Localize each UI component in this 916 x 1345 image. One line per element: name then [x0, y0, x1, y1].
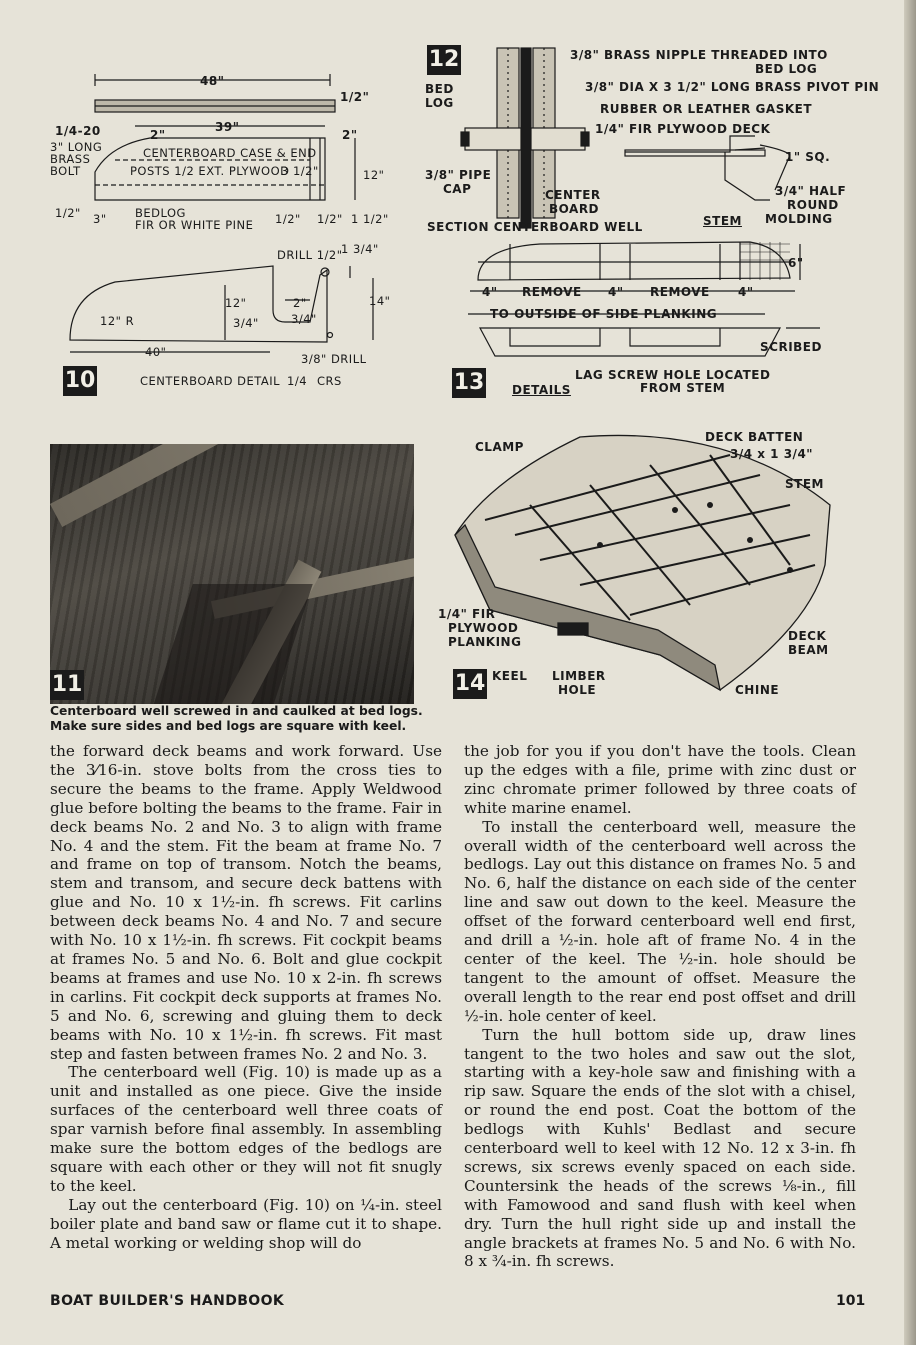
figure-11-number: 11: [50, 670, 84, 700]
fig14-label: BEAM: [788, 643, 829, 657]
fig10-label: 3" LONG: [50, 140, 103, 154]
fig10-label: 14": [369, 294, 391, 308]
fig12-label: 1" SQ.: [785, 150, 831, 164]
fig12-label: 3/8" BRASS NIPPLE THREADED INTO: [570, 48, 828, 62]
fig13-label: TO OUTSIDE OF SIDE PLANKING: [490, 307, 718, 321]
fig13-label: 6": [788, 256, 804, 270]
figure-14-number: 14: [453, 669, 487, 699]
fig14-label: CHINE: [735, 683, 780, 697]
body-right-column: [464, 742, 856, 1271]
fig14-label: 1/4" FIR: [438, 607, 496, 621]
fig10-label: 1 1/2": [351, 212, 389, 226]
fig12-label: LOG: [425, 96, 454, 110]
figure-13-details: [450, 238, 830, 398]
fig14-label: CLAMP: [475, 440, 524, 454]
fig10-title-fraction: 1/4: [287, 374, 308, 388]
fig14-label: HOLE: [558, 683, 597, 697]
fig10-label: 39": [215, 120, 240, 134]
fig13-label: REMOVE: [522, 285, 582, 299]
fig13-label: SCRIBED: [760, 340, 822, 354]
fig13-label: REMOVE: [650, 285, 710, 299]
figure-14-deck-framing: [430, 425, 840, 705]
figure-10-number: 10: [63, 366, 97, 396]
fig10-label: 1/2": [55, 206, 81, 220]
fig12-label: 3/4" HALF: [775, 184, 847, 198]
fig10-label: 3/8" DRILL: [301, 352, 367, 366]
fig12-label: ROUND: [787, 198, 839, 212]
fig13-label: LAG SCREW HOLE LOCATED: [575, 368, 771, 382]
fig14-label: DECK BATTEN: [705, 430, 804, 444]
fig10-label: 1/2": [340, 90, 370, 104]
fig12-label: CAP: [443, 182, 472, 196]
fig10-label: 12": [363, 168, 385, 182]
fig13-label: 4": [608, 285, 624, 299]
fig14-label: LIMBER: [552, 669, 606, 683]
figure-12-number: 12: [427, 45, 461, 75]
fig14-label: 3/4 x 1 3/4": [730, 447, 814, 461]
fig10-label: 48": [200, 74, 225, 88]
fig10-label: 3": [93, 212, 107, 226]
paragraph: Lay out the centerboard (Fig. 10) on ¼-in. steel boiler plate and band saw or flame cut it to shape. A metal working or welding shop will do: [50, 1195, 442, 1252]
fig10-label: BRASS: [50, 152, 91, 166]
page-edge-shadow: [904, 0, 916, 1345]
footer-page-number: 101: [836, 1293, 866, 1309]
figure-11-photo: [50, 444, 414, 704]
fig14-label: PLANKING: [448, 635, 522, 649]
fig10-label: CENTERBOARD CASE & END: [143, 146, 317, 160]
fig12-label: 3/8" DIA X 3 1/2" LONG BRASS PIVOT PIN: [585, 80, 880, 94]
fig10-label: 3/4": [291, 312, 317, 326]
fig10-label: 3/4": [233, 316, 259, 330]
figure-13-number: 13: [452, 368, 486, 398]
fig13-label: 4": [482, 285, 498, 299]
fig10-label: BEDLOG: [135, 206, 186, 220]
paragraph: the job for you if you don't have the tools. Clean up the edges with a file, prime with zinc dust or zinc chromate primer followed by three coats of white marine enamel.: [464, 742, 856, 817]
photo-shadow: [147, 584, 312, 704]
fig12-label: 1/4" FIR PLYWOOD DECK: [595, 122, 771, 136]
paragraph: The centerboard well (Fig. 10) is made up as a unit and installed as one piece. Give the inside surfaces of the centerboard well three coats of spar varnish before final assembly. In assembling make sure the bottom edges of the bedlogs are square with each other or they will not fit snugly to the keel.: [50, 1063, 442, 1195]
paragraph: Turn the hull bottom side up, draw lines tangent to the two holes and saw out the slot, starting with a key-hole saw and finishing with a rip saw. Square the ends of the slot with a chisel, or round the end post. Coat the bottom of the bedlogs with Kuhls' Bedlast and secure centerboard well to keel with 12 No. 12 x 3-in. fh screws, six screws evenly spaced on each side. Countersink the heads of the screws ⅛-in., fill with Famowood and sand flush with keel when dry. Turn the hull right side up and install the angle brackets at frames No. 5 and No. 6 with No. 8 x ¾-in. fh screws.: [464, 1025, 856, 1271]
fig10-label: 40": [145, 345, 167, 359]
fig14-label: PLYWOOD: [448, 621, 519, 635]
fig10-label: DRILL 1/2": [277, 248, 343, 262]
fig12-title: SECTION CENTERBOARD WELL: [427, 220, 643, 234]
fig12-label: BED LOG: [755, 62, 818, 76]
figure-12-section-centerboard-well: [425, 40, 880, 240]
fig12-label: RUBBER OR LEATHER GASKET: [600, 102, 813, 116]
fig12-label: BOARD: [549, 202, 600, 216]
fig10-label: 2": [293, 296, 307, 310]
paragraph: To install the centerboard well, measure the overall width of the centerboard well across the bedlogs. Lay out this distance on frames No. 5 and No. 6, half the distance on each side of the center line and saw out down to the keel. Measure the offset of the forward centerboard well end first, and drill a ½-in. hole aft of frame No. 4 in the center of the keel. The ½-in. hole should be tangent to the amount of offset. Measure the overall length to the rear end post offset and drill ½-in. hole center of keel.: [464, 817, 856, 1025]
fig10-label: 12" R: [100, 314, 135, 328]
figure-10-centerboard-detail: [50, 60, 415, 400]
fig14-label: KEEL: [492, 669, 528, 683]
fig10-label: 2": [150, 128, 166, 142]
fig12-label: 3/8" PIPE: [425, 168, 492, 182]
body-left-column: [50, 742, 442, 1252]
fig10-label: 12": [225, 296, 247, 310]
paragraph: the forward deck beams and work forward. Use the 3⁄16-in. stove bolts from the cross ties to secure the beams to the frame. Apply Weldwood glue before bolting the beams to the frame. Fair in deck beams No. 2 and No. 3 to align with frame No. 4 and the stem. Fit the beam at frame No. 7 and frame on top of transom. Notch the beams, stem and transom, and secure deck battens with glue and No. 10 x 1½-in. fh screws. Fit carlins between deck beams No. 4 and No. 7 and secure with No. 10 x 1½-in. fh screws. Fit cockpit beams at frames No. 5 and No. 6. Bolt and glue cockpit beams at frames and use No. 10 x 2-in. fh screws in carlins. Fit cockpit deck supports at frames No. 5 and No. 6, screwing and gluing them to deck beams with No. 10 x 1½-in. fh screws. Fit mast step and fasten between frames No. 2 and No. 3.: [50, 742, 442, 1063]
photo-plank: [50, 444, 414, 527]
fig12-label: MOLDING: [765, 212, 833, 226]
fig12-label: CENTER: [545, 188, 601, 202]
fig13-title: DETAILS: [512, 383, 571, 397]
fig10-label: POSTS 1/2 EXT. PLYWOOD: [130, 164, 290, 178]
fig14-label: DECK: [788, 629, 827, 643]
fig10-label: 2": [342, 128, 358, 142]
figure-11-caption: Centerboard well screwed in and caulked at bed logs. Make sure sides and bed logs are square with keel.: [50, 704, 423, 733]
fig14-label: STEM: [785, 477, 824, 491]
fig13-label: 4": [738, 285, 754, 299]
figure-14-drawing: [430, 425, 840, 705]
footer-book-title: BOAT BUILDER'S HANDBOOK: [50, 1293, 285, 1309]
fig10-label: BOLT: [50, 164, 81, 178]
fig10-label: FIR OR WHITE PINE: [135, 218, 254, 232]
fig12-stem-label: STEM: [703, 214, 742, 228]
fig10-title-suffix: CRS: [317, 374, 342, 388]
fig10-label: 1/2": [317, 212, 343, 226]
fig10-label: 1/2": [275, 212, 301, 226]
fig13-label: FROM STEM: [640, 381, 726, 395]
fig12-label: BED: [425, 82, 454, 96]
fig10-label: 3 1/2": [281, 164, 319, 178]
fig10-label: 1 3/4": [341, 242, 379, 256]
fig10-title: CENTERBOARD DETAIL: [140, 374, 281, 388]
fig10-label: 1/4-20: [55, 124, 101, 138]
